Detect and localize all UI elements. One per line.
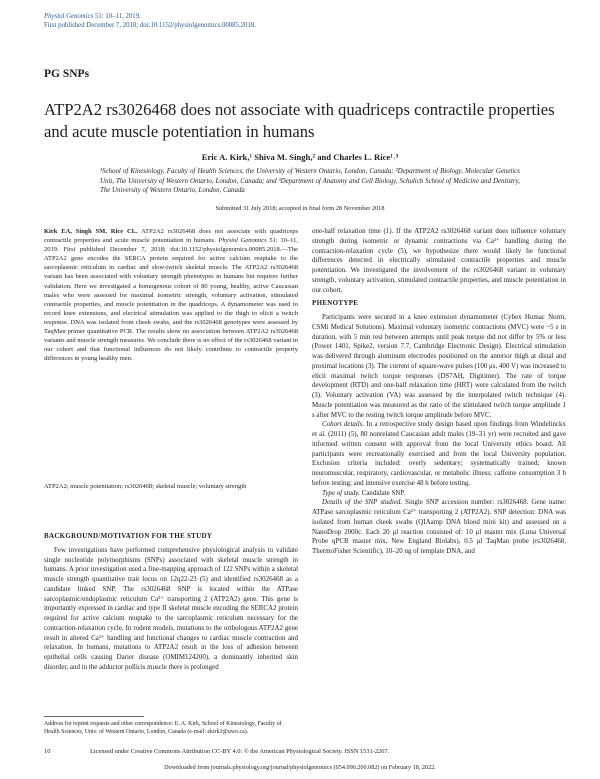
intro-continuation: one-half relaxation time (1). If the ATP2A2 rs3026468 variant does influence voluntary strength during isometric or dynamic contractions via Ca²⁺ handling during the contraction-relaxation cycle (5), we hypothesize there would likely be functional differences detected in electrically stimulated contractile properties and muscle potentiation. We investigated the involvement of the rs3026468 variant in voluntary strength, voluntary activation, stimulated contractile properties, and muscle potentiation in our cohort. xyxy=(312,227,566,294)
study-type-label: Type of study. xyxy=(322,488,360,497)
background-paragraph: Few investigations have performed comprehensive physiological analysis to validate single nucleotide polymorphisms (SNPs) associated with skeletal muscle strength in humans. A prior investigation used a fine-mapping approach of 122 SNPs within a skeletal muscle strength quantitative trait locus on 12q22-23 (5) and identified rs3026468 as a candidate linked SNP. The rs3026468 SNP is located within the ATPase sarcoplasmic/endoplasmic reticulum Ca²⁺ transporting 2 (ATP2A2) gene. This gene is importantly expressed in cardiac and type II skeletal muscle encoding the SERCA2 protein required for active calcium reuptake to the sarcoplasmic reticulum necessary for the contraction-relaxation cycle. In rodent models, mutations to the orthologous ATP2A2 gene result in altered Ca²⁺ handling and functional changes to cardiac muscle contraction and relaxation. In humans, mutations to ATP2A2 result in the loss of adhesion between epithelial cells causing Darier disease (OMIM124200), a dominantly inherited skin disorder, and in the adductor pollicis muscle there is prolonged xyxy=(44,545,298,671)
phenotype-paragraph: Participants were secured in a knee extension dynamometer (Cybex Humac Norm, CSMi Medical Solutions). Maximal voluntary isometric contractions (MVC) were ~5 s in duration, with 5 min rest between attempts until peak torque did not differ by 5% or less (Power 1401, Spike2, version 7.7, Cambridge Electronic Design). Electrical stimulation was delivered through aluminum electrodes positioned on the anterior thigh at distal and proximal locations (3). The current of square-wave pulses (100 μs, 400 V) was increased to elicit maximal twitch torque responses (DS7AH, Digitimer). The rate of torque development (RTD) and one-half relaxation time (HRT) were calculated from the twitch (3). Voluntary activation (VA) was assessed by the interpolated twitch technique (4). Muscle potentiation was measured as the ratio of the stimulated twitch torque amplitude 1 s after MVC to the resting twitch torque amplitude before MVC. xyxy=(312,313,566,419)
abstract-body-1: ATP2A2 rs3026468 does not associate with quadriceps contractile properties and acute muscle potentiation in humans. xyxy=(44,228,299,245)
right-column xyxy=(312,227,566,557)
journal-name: Physiol Genomics xyxy=(44,13,94,20)
journal-citation: 51: 10–11, 2019. xyxy=(93,13,141,20)
phenotype-heading: PHENOTYPE xyxy=(312,299,359,308)
page-number: 10 xyxy=(44,748,51,755)
keywords: ATP2A2; muscle potentiation; rs3026468; skeletal muscle; voluntary strength xyxy=(44,483,247,490)
study-type-paragraph xyxy=(312,489,566,499)
background-section xyxy=(44,532,298,673)
published-line: First published December 7, 2018; doi:10.1152/physiolgenomics.00085.2018. xyxy=(44,21,256,29)
journal-header xyxy=(44,13,256,30)
cohort-text: In a retrospective study design based upon findings from Windelinckx et al. (2011) (5), 80 nonrelated Caucasian adult males (19–31 yr) were recruited and gave informed written consent with approval from the local University ethics board. All participants were recreationally exercised and from the local University population. Exclusion criteria included: overly sedentary; systematically trained; known neuromuscular, respiratory, cardiovascular, or metabolic illness; caffeine consumption 3 h before testing; and intensive exercise 48 h before testing. xyxy=(312,420,566,487)
abstract-body-2: 51: 10–11, 2019. First published December 7, 2018; doi:10.1152/physiolgenomics.00085.2018.—The ATP2A2 gene encodes the SERCA protein required for active calcium reuptake to the sarcoplasmic reticulum in cardiac and slow-twitch skeletal muscle. The ATP2A2 rs3026468 variant has been associated with voluntary strength phenotypes in humans but requires further validation. Here we investigated a homogenous cohort of 80 young, healthy, active Caucasian males who were assessed for maximal isometric strength, voluntary activation, stimulated contractile properties, and muscle potentiation in the quadriceps. A dynamometer was used to record knee extensions, and electrical stimulation was applied to the thigh to elicit a twitch response. DNA was isolated from cheek swabs, and the rs3026468 genotypes were assessed by TaqMan primer quantitative PCR. The results show no association between ATP2A2 rs3026468 variants and muscle strength measures. We conclude there is no effect of the rs3026468 variant in our cohort and that functional influences do not likely contribute to contractile property differences in young healthy men. xyxy=(44,237,298,363)
correspondence-footnote: Address for reprint requests and other correspondence: E. A. Kirk, School of Kinesiology, Faculty of Health Sciences, Univ. of Western Ontario, London, Canada (e-mail: ekirk3@uwo.ca). xyxy=(44,721,282,735)
footnote-divider xyxy=(44,716,144,717)
abstract-journal-ref: Physiol Genomics xyxy=(218,237,267,245)
download-line: Downloaded from journals.physiology.org/journal/physiolgenomics (054.090.200.082) on February 18, 2022. xyxy=(164,764,436,771)
license-line: Licensed under Creative Commons Attribution CC-BY 4.0: © the American Physiological Society. ISSN 1531-2267. xyxy=(90,748,390,755)
background-heading: BACKGROUND/MOTIVATION FOR THE STUDY xyxy=(44,532,213,540)
abstract xyxy=(44,227,298,363)
snp-details-text: Single SNP accession number: rs3026468. Gene name: ATPase sarcoplasmic reticulum Ca²⁺ transporting 2 (ATP2A2). SNP detection: DNA was isolated from human cheek swabs (QIAamp DNA blood mini kit) and assessed on a NanoDrop 2000c. Each 20 μl reaction consisted of: 10 μl master mix (Luna Universal Probe qPCR master mix, New England Biolabs), 0.5 μl TaqMan probe (rs3026468, ThermoFisher Scientific), 10–20 ng of template DNA, and xyxy=(312,498,566,555)
study-type-text: Candidate SNP. xyxy=(359,488,406,497)
snp-details-label: Details of the SNP studied. xyxy=(322,498,403,507)
abstract-lead: Kirk EA, Singh SM, Rice CL. xyxy=(44,228,138,235)
affiliations: ¹School of Kinesiology, Faculty of Health Sciences, the University of Western Ontario, London, Canada; ²Department of Biology, Molecular Genetics Unit, The University of Western Ontario, London, Canada; and ³Department of Anatomy and Cell Biology, Schulich School of Medicine and Dentistry, The University of Western Ontario, London, Canada xyxy=(100,168,520,195)
snp-details-paragraph xyxy=(312,498,566,557)
author-list: Eric A. Kirk,¹ Shiva M. Singh,² and Charles L. Rice¹˒³ xyxy=(201,152,399,162)
section-tag: PG SNPs xyxy=(44,68,90,80)
submission-dates: Submitted 31 July 2018; accepted in final form 28 November 2018 xyxy=(215,205,385,212)
cohort-label: Cohort details. xyxy=(322,420,365,429)
article-title: ATP2A2 rs3026468 does not associate with quadriceps contractile properties and acute muscle potentiation in humans xyxy=(44,100,555,141)
cohort-paragraph xyxy=(312,420,566,488)
